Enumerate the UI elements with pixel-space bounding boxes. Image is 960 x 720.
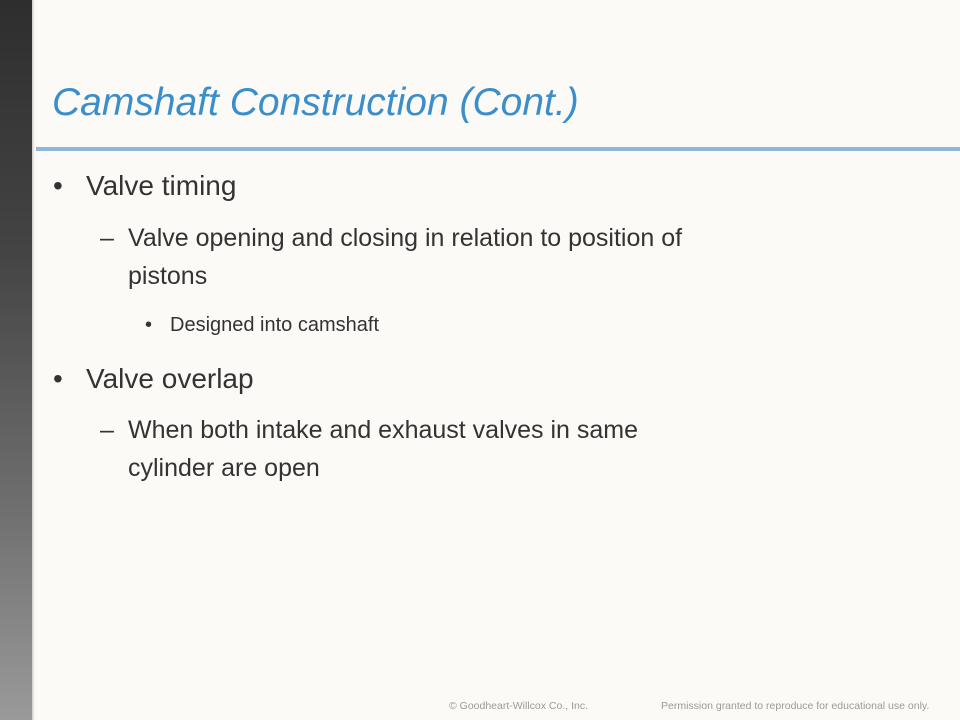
bullet-marker-small: • [145,314,153,336]
sub-bullet-line-1: When both intake and exhaust valves in same [128,416,639,444]
slide-title: Camshaft Construction (Cont.) [52,81,579,124]
footer-copyright: © Goodheart-Willcox Co., Inc. [449,700,589,712]
footer-permission: Permission granted to reproduce for educational use only. [661,700,930,712]
sub-bullet-line-2: cylinder are open [128,454,320,482]
bullet-valve-timing: Valve timing [86,170,237,201]
sub-bullet-line-2: pistons [128,262,208,290]
bullet-valve-overlap: Valve overlap [86,363,254,394]
bullet-marker: • [53,363,63,394]
dash-marker: – [100,416,114,444]
sub-bullet-line-1: Valve opening and closing in relation to position of [128,224,683,252]
dash-marker: – [100,224,114,252]
bullet-marker: • [53,170,63,201]
sub-sub-bullet-designed-into-camshaft: Designed into camshaft [170,314,380,336]
